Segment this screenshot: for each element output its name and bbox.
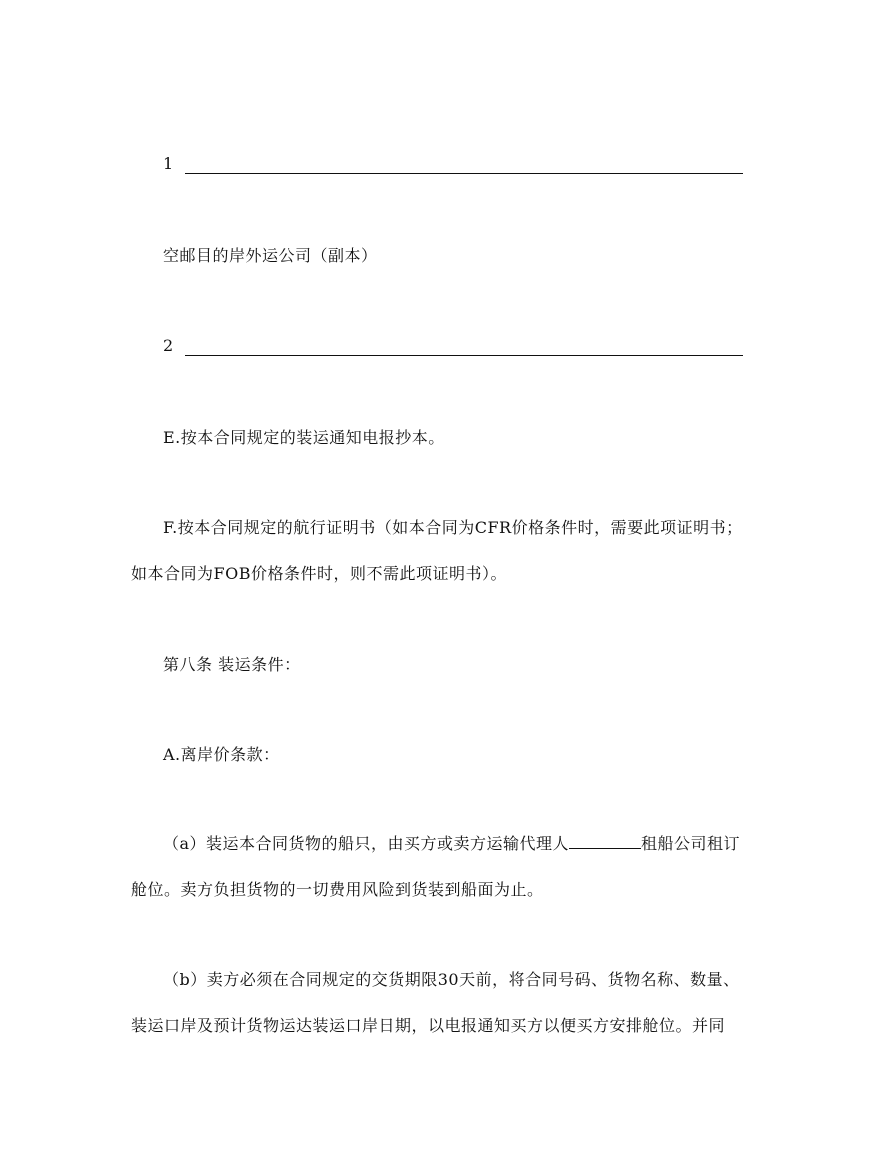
section-heading: A.离岸价条款： — [163, 745, 280, 764]
fill-in-blank[interactable] — [185, 343, 743, 356]
item-f-paragraph-line1: F.按本合同规定的航行证明书（如本合同为CFR价格条件时，需要此项证明书； — [163, 518, 743, 537]
fill-in-blank[interactable] — [185, 161, 743, 174]
item-e-paragraph: E.按本合同规定的装运通知电报抄本。 — [163, 428, 445, 447]
clause-a-text-part1: （a）装运本合同货物的船只，由买方或卖方运输代理人 — [163, 834, 570, 853]
article-heading: 第八条 装运条件： — [163, 655, 301, 674]
blank-line-number: 2 — [163, 336, 174, 355]
blank-line-number: 1 — [163, 154, 174, 173]
blank-fill-line-1 — [163, 154, 743, 174]
blank-fill-line-2 — [163, 336, 743, 356]
clause-b-line1: （b）卖方必须在合同规定的交货期限30天前，将合同号码、货物名称、数量、 — [163, 970, 740, 989]
clause-a-text-part2: 租船公司租订 — [641, 834, 741, 853]
copy-recipient-line: 空邮目的岸外运公司（副本） — [163, 246, 378, 265]
fill-in-blank[interactable] — [569, 836, 641, 849]
clause-a-line2: 舱位。卖方负担货物的一切费用风险到货装到船面为止。 — [131, 880, 544, 899]
clause-b-line2: 装运口岸及预计货物运达装运口岸日期，以电报通知买方以便买方安排舱位。并同 — [131, 1016, 726, 1035]
item-f-paragraph-line2: 如本合同为FOB价格条件时，则不需此项证明书）。 — [131, 564, 507, 583]
clause-a-line1 — [163, 834, 740, 854]
